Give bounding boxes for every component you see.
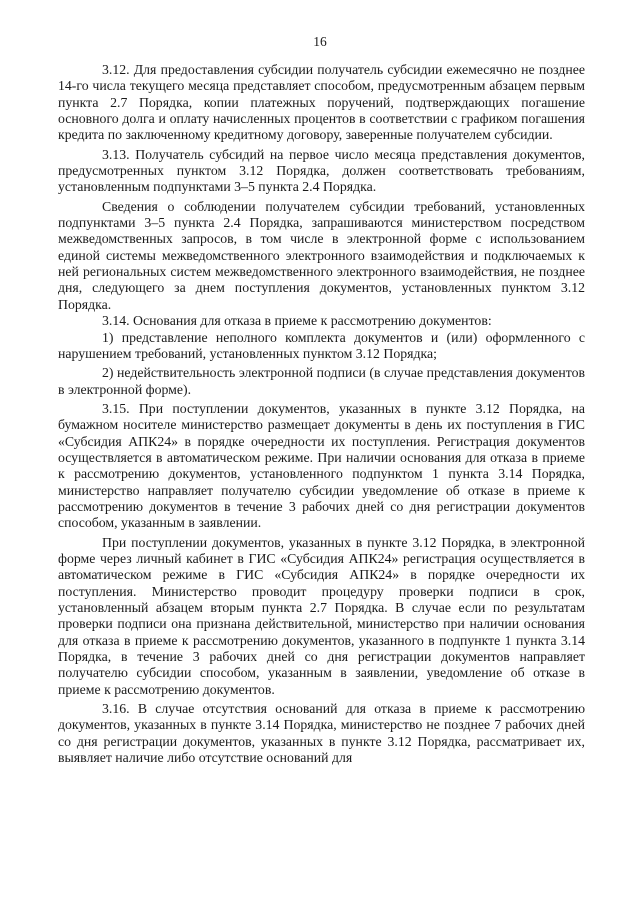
paragraph-3-16: 3.16. В случае отсутствия оснований для отказа в приеме к рассмотрению документов, указанных в пункте 3.14 Порядка, министерство не позднее 7 рабочих дней со дня регистрации документов, указанных в пункте 3.12 Порядка, рассматривает их, выявляет наличие либо отсутствие оснований для [58,701,585,766]
document-body [58,62,585,766]
paragraph-svedeniya: Сведения о соблюдении получателем субсидии требований, установленных подпунктами 3–5 пункта 2.4 Порядка, запрашиваются министерством посредством межведомственных запросов, в том числе в электронной форме с использованием единой системы межведомственного электронного взаимодействия и подключаемых к ней региональных систем межведомственного электронного взаимодействия, не позднее дня, следующего за днем поступления документов, установленных пунктом 3.12 Порядка. [58,198,585,312]
paragraph-electronic-submission: При поступлении документов, указанных в пункте 3.12 Порядка, в электронной форме через личный кабинет в ГИС «Субсидия АПК24» регистрация осуществляется в автоматическом режиме в ГИС «Субсидия АПК24» в порядке очередности их поступления. Министерство проводит процедуру проверки подписи в срок, установленный абзацем вторым пункта 2.7 Порядка. В случае если по результатам проверки подписи она признана действительной, министерство при наличии основания для отказа в приеме к рассмотрению документов, указанного в подпункте 1 пункта 3.14 Порядка, в течение 3 рабочих дней со дня регистрации документов направляет получателю субсидии способом, указанным в заявлении, уведомление об отказе в приеме к рассмотрению документов. [58,534,585,697]
paragraph-3-14-item-1: 1) представление неполного комплекта документов и (или) оформленного с нарушением требований, установленных пунктом 3.12 Порядка; [58,329,585,361]
paragraph-3-13: 3.13. Получатель субсидий на первое число месяца представления документов, предусмотренных пунктом 3.12 Порядка, должен соответствовать требованиям, установленным подпунктами 3–5 пункта 2.4 Порядка. [58,146,585,195]
paragraph-3-15: 3.15. При поступлении документов, указанных в пункте 3.12 Порядка, на бумажном носителе министерство размещает документы в день их поступления в ГИС «Субсидия АПК24» в порядке очередности их поступления. Регистрация документов осуществляется в автоматическом режиме. При наличии основания для отказа в приеме к рассмотрению документов, установленного подпунктом 1 пункта 3.14 Порядка, министерство направляет получателю субсидии уведомление об отказе в приеме к рассмотрению документов в течение 3 рабочих дней со дня регистрации документов способом, указанным в заявлении. [58,400,585,531]
page-number: 16 [313,34,327,49]
paragraph-3-14: 3.14. Основания для отказа в приеме к рассмотрению документов: [102,313,492,329]
paragraph-3-14-item-2: 2) недействительность электронной подписи (в случае представления документов в электронной форме). [58,365,585,397]
paragraph-3-12: 3.12. Для предоставления субсидии получатель субсидии ежемесячно не позднее 14-го числа текущего месяца представляет способом, предусмотренным абзацем первым пункта 2.7 Порядка, копии платежных поручений, подтверждающих погашение основного долга и оплату начисленных процентов в соответствии с графиком погашения кредита по заключенному кредитному договору, заверенные получателем субсидии. [58,62,585,143]
